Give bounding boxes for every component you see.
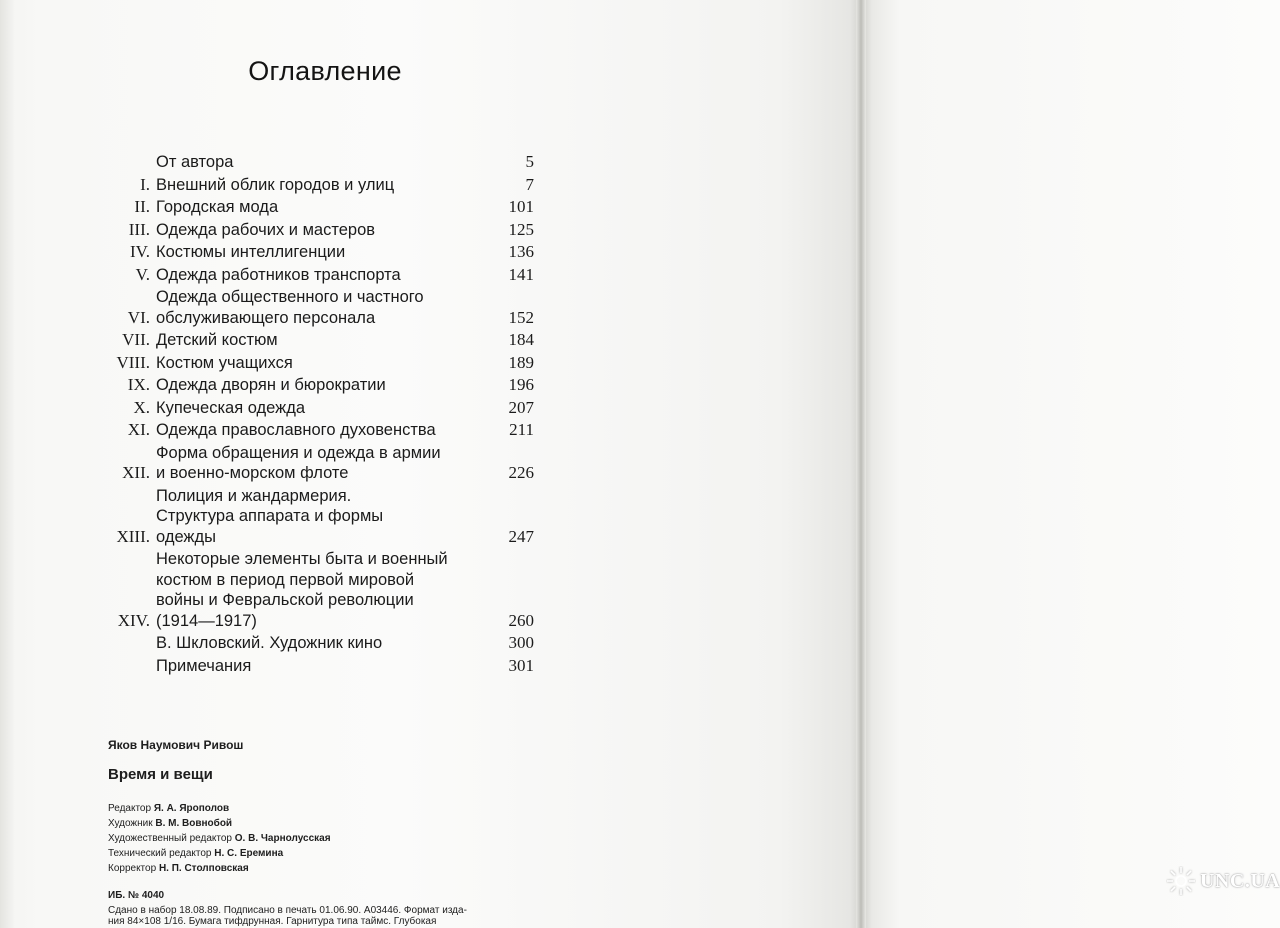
watermark-text: UNC.UA (1200, 869, 1280, 892)
toc-entry-title: Внешний облик городов и улиц (156, 175, 395, 194)
toc-entry (100, 265, 540, 286)
toc-entry-title: Примечания (156, 656, 252, 675)
toc-entry-title: Костюм учащихся (156, 353, 293, 372)
toc-entry-number: XI. (127, 420, 150, 439)
toc-entry-page: 247 (508, 526, 534, 546)
toc-entry-page: 184 (508, 330, 534, 349)
credit-name: Н. С. Еремина (214, 848, 284, 859)
book-gutter (856, 0, 866, 928)
toc-entry-page: 152 (508, 307, 534, 327)
credit-line (108, 801, 548, 816)
toc-entry (100, 220, 540, 241)
toc-entry (100, 420, 540, 441)
toc-entry-title: Форма обращения и одежда в армии и военно-морском флоте (156, 443, 441, 482)
toc-entry-title: От автора (156, 153, 234, 171)
toc-entry-number: IV. (130, 242, 150, 261)
toc-entry-page: 207 (508, 397, 534, 417)
toc-entry (100, 375, 540, 396)
toc-entry-page: 189 (508, 352, 534, 372)
toc-entry (100, 353, 540, 374)
book-title: Время и вещи (108, 766, 213, 783)
toc-entry-title: Городская мода (156, 198, 279, 216)
toc-entry-page: 7 (525, 174, 534, 194)
toc-entry-number: VII. (122, 330, 150, 349)
toc-entry-page: 101 (508, 197, 534, 216)
right-page (866, 0, 1280, 928)
toc-entry-number: XIV. (117, 610, 150, 630)
toc-entry (100, 330, 540, 351)
imprint (108, 738, 548, 927)
toc-entry-number: XIII. (116, 526, 150, 546)
toc-entry-number: VIII. (116, 352, 150, 372)
toc-entry-page: 5 (525, 152, 534, 171)
toc-entry-title: Одежда рабочих и мастеров (156, 220, 376, 239)
toc-entry-page: 136 (508, 242, 534, 261)
toc-entry-number: XII. (122, 463, 150, 482)
toc-entry (100, 656, 540, 677)
credit-role: Технический редактор (108, 848, 212, 859)
credit-name: Н. П. Столповская (158, 863, 249, 874)
toc-entry (100, 398, 540, 419)
toc-title: Оглавление (248, 56, 402, 86)
credit-line (108, 861, 548, 876)
table-of-contents (100, 152, 540, 678)
toc-entry-number: VI. (127, 307, 150, 327)
credit-line (108, 846, 548, 861)
toc-entry-number: I. (140, 174, 150, 194)
toc-entry-number: II. (134, 197, 150, 216)
toc-entry (100, 242, 540, 263)
credit-role: Художник (108, 818, 153, 829)
toc-entry (100, 633, 540, 654)
credit-line (108, 816, 548, 831)
credit-name: О. В. Чарнолусская (234, 833, 331, 844)
toc-entry (100, 549, 540, 631)
toc-entry-page: 300 (508, 633, 534, 652)
ib-number: ИБ. № 4040 (108, 890, 165, 901)
toc-entry-page: 125 (508, 219, 534, 239)
credit-role: Корректор (108, 863, 157, 874)
toc-entry-title: Одежда общественного и частного обслуживающего персонала (156, 288, 424, 327)
toc-entry (100, 443, 540, 484)
credit-name: Я. А. Ярополов (153, 803, 230, 814)
watermark (1166, 866, 1280, 896)
toc-entry-page: 211 (509, 420, 534, 439)
print-info-line: ния 84×108 1/16. Бумага тифдрунная. Гарнитура типа таймс. Глубокая (108, 916, 437, 927)
toc-entry-page: 226 (508, 463, 534, 482)
credit-line (108, 831, 548, 846)
print-info (108, 905, 548, 927)
toc-entry-page: 141 (508, 264, 534, 284)
toc-entry-number: III. (128, 219, 150, 239)
author-name: Яков Наумович Ривош (108, 738, 244, 752)
toc-entry-title: Купеческая одежда (156, 398, 305, 417)
toc-entry-title: В. Шкловский. Художник кино (156, 634, 383, 652)
toc-entry-title: Костюмы интеллигенции (156, 243, 346, 261)
toc-entry (100, 486, 540, 548)
toc-entry (100, 152, 540, 173)
toc-entry-page: 196 (508, 375, 534, 394)
credit-role: Художественный редактор (108, 833, 232, 844)
toc-entry-page: 301 (508, 655, 534, 675)
toc-entry-number: IX. (127, 375, 150, 394)
toc-entry-number: X. (133, 397, 150, 417)
toc-entry (100, 175, 540, 196)
toc-entry-number: V. (135, 264, 150, 284)
toc-entry-title: Некоторые элементы быта и военный костюм в период первой мировой войны и Февральской революции (1914—1917) (156, 550, 448, 630)
toc-entry-title: Одежда православного духовенства (156, 421, 436, 439)
toc-entry (100, 287, 540, 328)
print-info-line: Сдано в набор 18.08.89. Подписано в печать 01.06.90. А03446. Формат изда- (108, 905, 467, 916)
sunburst-icon (1166, 866, 1196, 896)
toc-entry-title: Полиция и жандармерия. Структура аппарата и формы одежды (156, 486, 384, 546)
toc-entry-title: Одежда работников транспорта (156, 265, 401, 284)
credit-role: Редактор (108, 803, 152, 814)
toc-entry (100, 197, 540, 218)
toc-entry-title: Детский костюм (156, 331, 278, 349)
credits-list (108, 801, 548, 876)
credit-name: В. М. Вовнобой (155, 818, 233, 829)
toc-entry-page: 260 (508, 610, 534, 630)
toc-entry-title: Одежда дворян и бюрократии (156, 376, 386, 394)
